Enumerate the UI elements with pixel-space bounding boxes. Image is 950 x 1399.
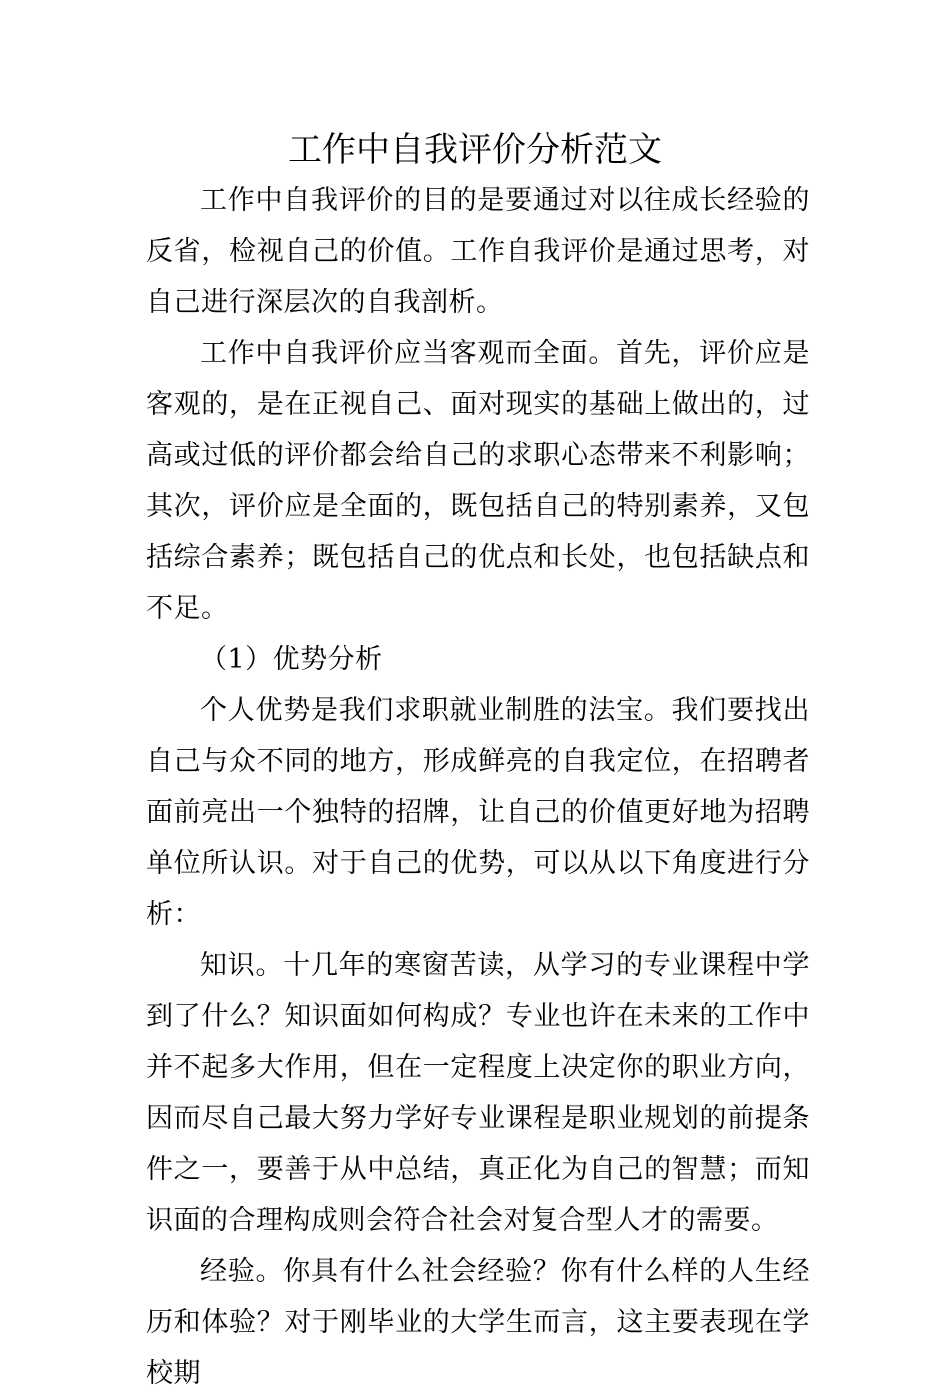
paragraph-experience: 经验。你具有什么社会经验？你有什么样的人生经历和体验？对于刚毕业的大学生而言，这主要表现在学校期 <box>146 1256 810 1389</box>
paragraph-knowledge: 知识。十几年的寒窗苦读，从学习的专业课程中学到了什么？知识面如何构成？专业也许在未来的工作中并不起多大作用，但在一定程度上决定你的职业方向，因而尽自己最大努力学好专业课程是职业规划的前提条件之一，要善于从中总结，真正化为自己的智慧；而知识面的合理构成则会符合社会对复合型人才的需要。 <box>146 950 810 1236</box>
document-title: 工作中自我评价分析范文 <box>288 130 662 170</box>
paragraph-advantages: 个人优势是我们求职就业制胜的法宝。我们要找出自己与众不同的地方，形成鲜亮的自我定位，在招聘者面前亮出一个独特的招牌，让自己的价值更好地为招聘单位所认识。对于自己的优势，可以从以下角度进行分析： <box>146 695 810 930</box>
document-body <box>146 175 810 1399</box>
paragraph-objective: 工作中自我评价应当客观而全面。首先，评价应是客观的，是在正视自己、面对现实的基础上做出的，过高或过低的评价都会给自己的求职心态带来不利影响；其次，评价应是全面的，既包括自己的特别素养，又包括综合素养；既包括自己的优点和长处，也包括缺点和不足。 <box>146 338 810 624</box>
paragraph-intro: 工作中自我评价的目的是要通过对以往成长经验的反省，检视自己的价值。工作自我评价是通过思考，对自己进行深层次的自我剖析。 <box>146 185 810 318</box>
section-heading-advantages: （1）优势分析 <box>200 644 383 675</box>
